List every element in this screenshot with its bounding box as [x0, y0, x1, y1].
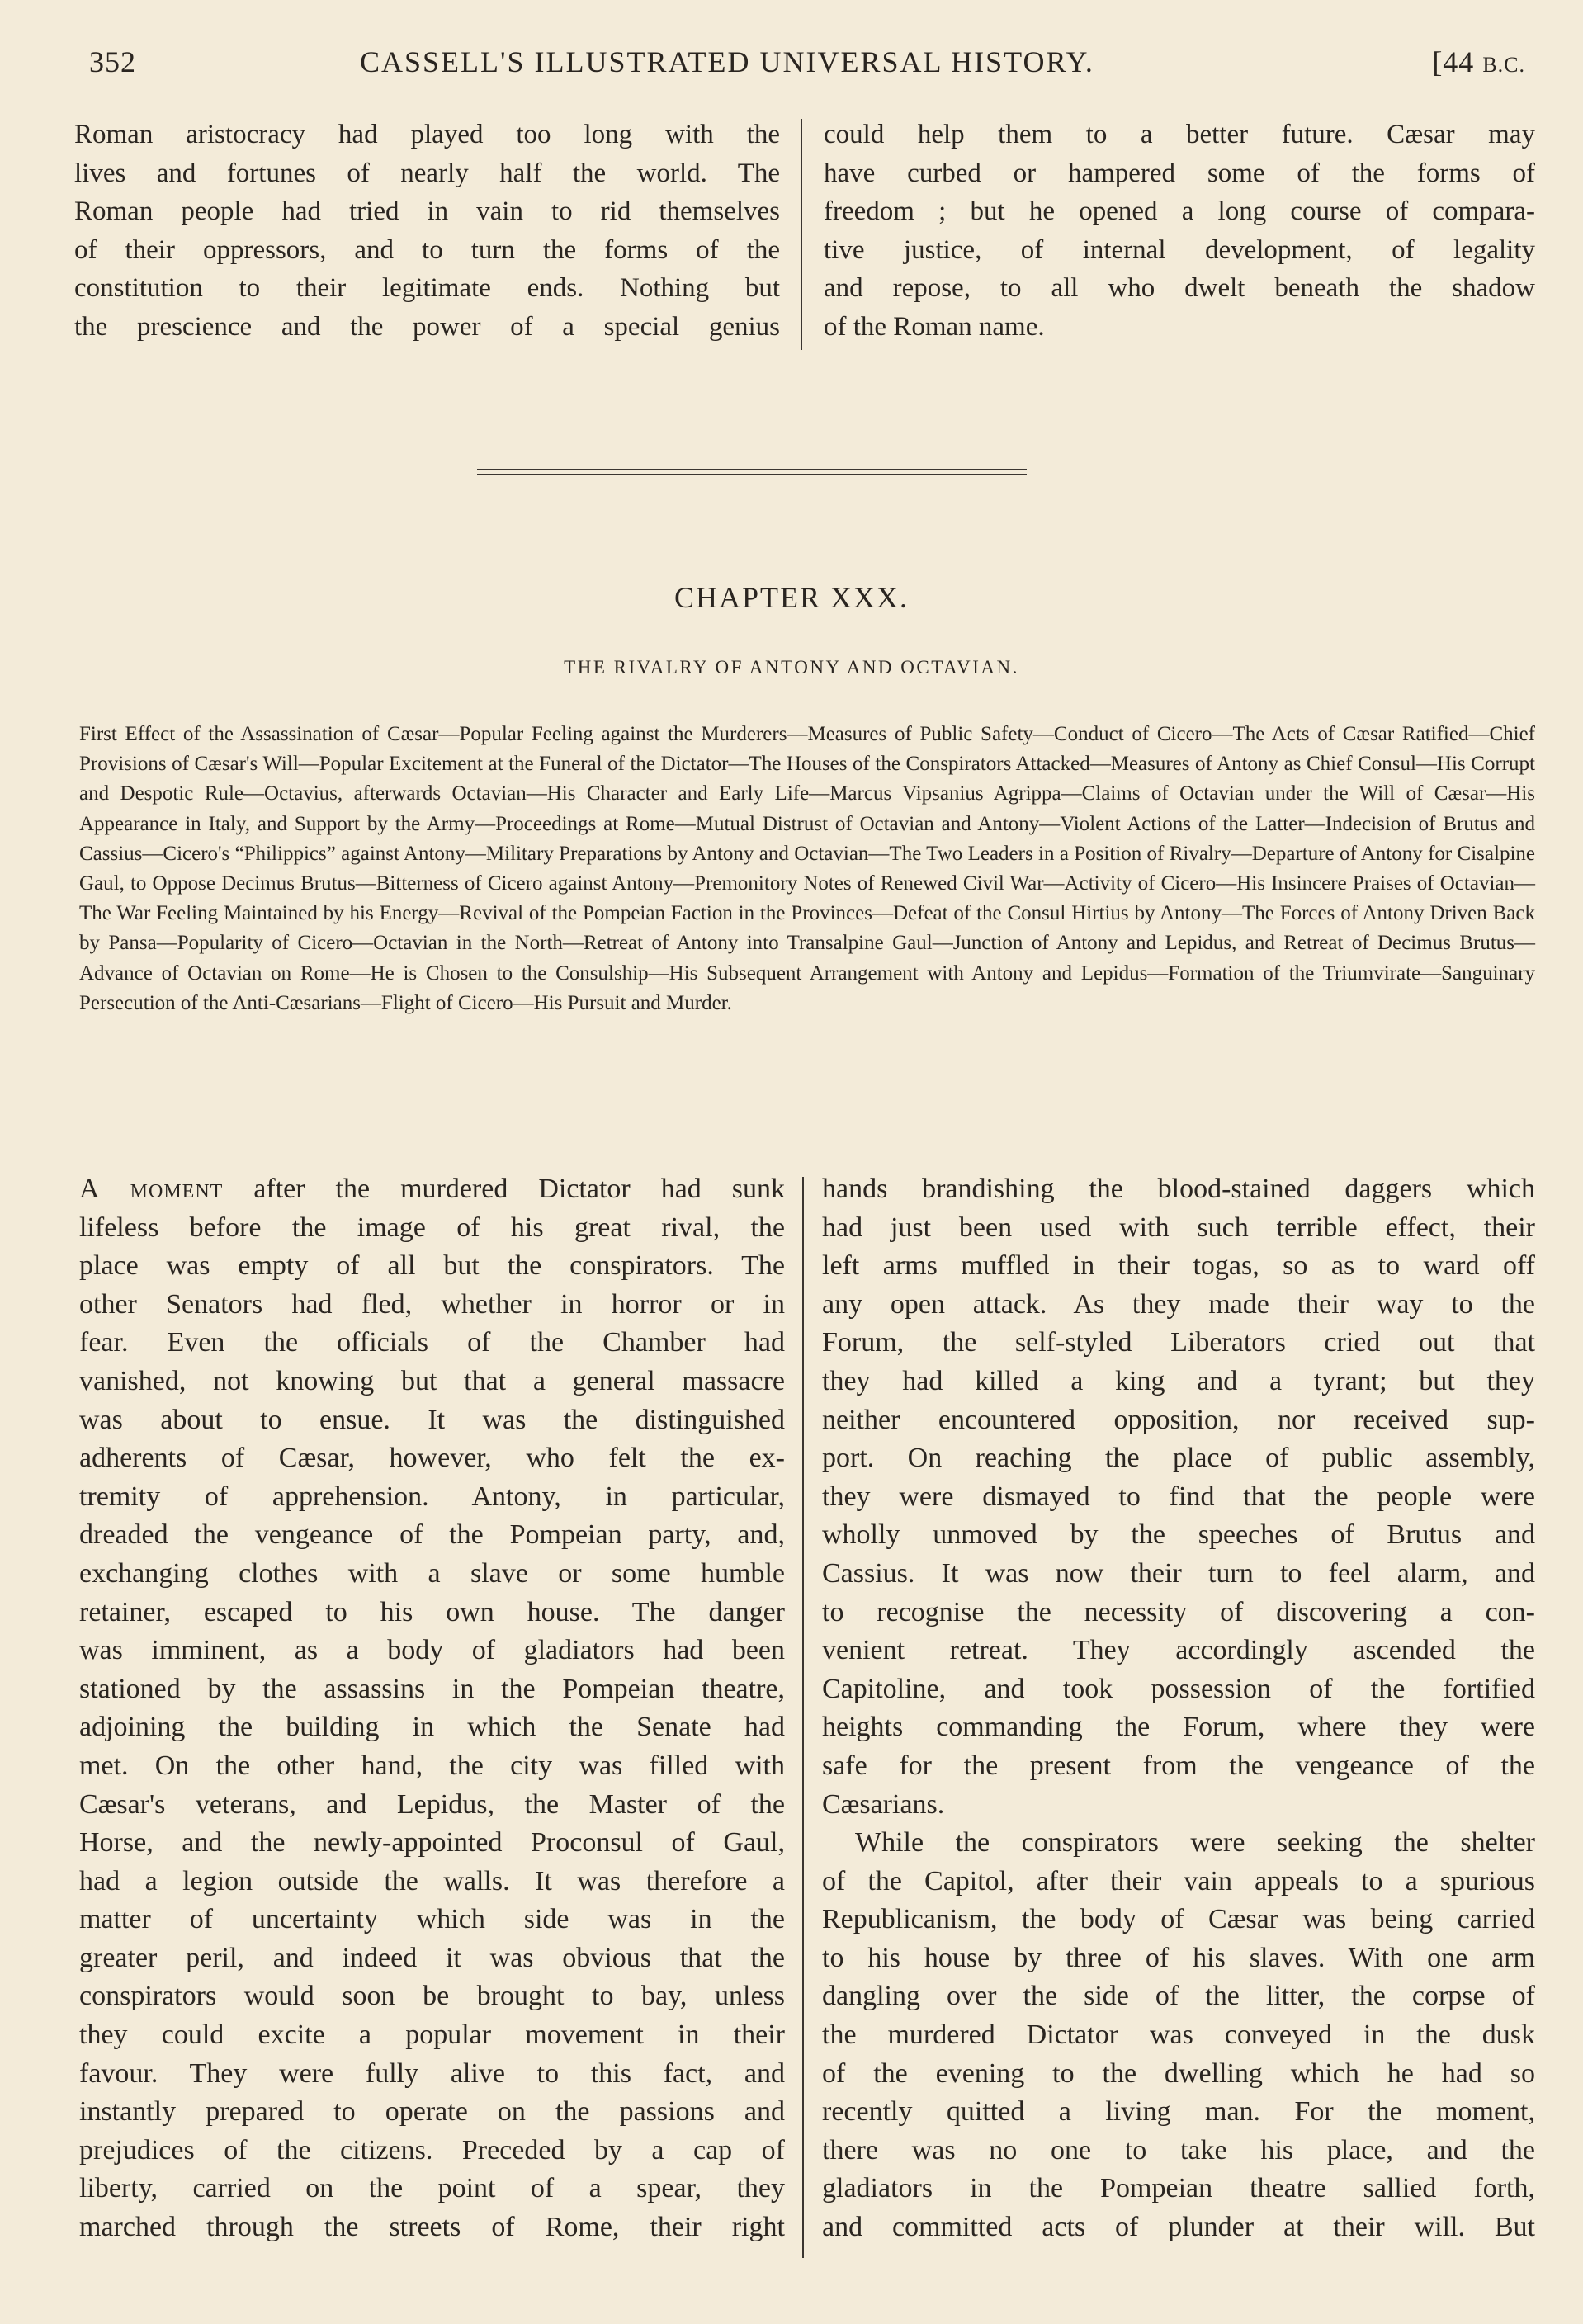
text-line: and repose, to all who dwelt beneath the shadow [824, 273, 1535, 303]
text-line: Horse, and the newly-appointed Proconsul of Gaul, [79, 1827, 785, 1859]
date-era: B.C. [1482, 53, 1525, 77]
chapter-synopsis: First Effect of the Assassination of Cæsar—Popular Feeling against the Murderers—Measures of Public Safety—Conduct of Cicero—The Acts of Cæsar Ratified—Chief Provisions of Cæsar's Will—Popular Excitement at the Funeral of the Dictator—The Houses of the Conspirators Attacked—Measures of Antony as Chief Consul—His Corrupt and Despotic Rule—Octavius, afterwards Octavian—His Character and Early Life—Marcus Vipsanius Agrippa—Claims of Octavian under the Will of Cæsar—His Appearance in Italy, and Support by the Army—Proceedings at Rome—Mutual Distrust of Octavian and Antony—Violent Actions of the Latter—Indecision of Brutus and Cassius—Cicero's “Philippics” against Antony—Military Preparations by Antony and Octavian—The Two Leaders in a Position of Rivalry—Departure of Antony for Cisalpine Gaul, to Oppose Decimus Brutus—Bitterness of Cicero against Antony—Premonitory Notes of Renewed Civil War—Activity of Cicero—His Insincere Praises of Octavian—The War Feeling Maintained by his Energy—Revival of the Pompeian Faction in the Provinces—Defeat of the Consul Hirtius by Antony—The Forces of Antony Driven Back by Pansa—Popularity of Cicero—Octavian in the North—Retreat of Antony into Transalpine Gaul—Junction of Antony and Lepidus, and Retreat of Decimus Brutus—Advance of Octavian on Rome—He is Chosen to the Consulship—His Subsequent Arrangement with Antony and Lepidus—Formation of the Triumvirate—Sanguinary Persecution of the Anti-Cæsarians—Flight of Cicero—His Pursuit and Murder. [79, 723, 1535, 1014]
text-line: gladiators in the Pompeian theatre sallied forth, [822, 2173, 1535, 2204]
text-line: had just been used with such terrible effect, their [822, 1212, 1535, 1243]
text-line: the murdered Dictator was conveyed in the dusk [822, 2019, 1535, 2051]
chapter-separator-rule [477, 469, 1027, 475]
text-line: Republicanism, the body of Cæsar was being carried [822, 1904, 1535, 1935]
text-line: wholly unmoved by the speeches of Brutus and [822, 1519, 1535, 1551]
text-line: tremity of apprehension. Antony, in particular, [79, 1481, 785, 1512]
text-line: instantly prepared to operate on the passions and [79, 2096, 785, 2128]
text-line: marched through the streets of Rome, their right [79, 2212, 785, 2243]
text-line: met. On the other hand, the city was filled with [79, 1750, 785, 1781]
date-marker [1432, 45, 1525, 79]
text-line: lifeless before the image of his great rival, the [79, 1212, 785, 1243]
text-line: freedom ; but he opened a long course of compara- [824, 196, 1535, 226]
text-line: While the conspirators were seeking the shelter [855, 1827, 1535, 1859]
text-line: recently quitted a living man. For the moment, [822, 2096, 1535, 2128]
date-bracket: [44 [1432, 45, 1475, 78]
text-line: have curbed or hampered some of the forms of [824, 158, 1535, 188]
text-line: heights commanding the Forum, where they were [822, 1712, 1535, 1743]
text-line: Cassius. It was now their turn to feel alarm, and [822, 1557, 1535, 1589]
text-line: tive justice, of internal development, of legality [824, 234, 1535, 265]
body-column-right [822, 1170, 1535, 2247]
preceding-column-right [824, 116, 1535, 346]
text-line: hands brandishing the blood-stained daggers which [822, 1174, 1535, 1204]
text-line: and committed acts of plunder at their will. But [822, 2212, 1535, 2243]
text-line: liberty, carried on the point of a spear, they [79, 2173, 785, 2204]
text-line: fear. Even the officials of the Chamber had [79, 1327, 785, 1358]
text-line: Cæsarians. [822, 1788, 945, 1820]
text-line: Cæsar's veterans, and Lepidus, the Master of the [79, 1788, 785, 1820]
text-line: port. On reaching the place of public assembly, [822, 1443, 1535, 1474]
text-line: to his house by three of his slaves. With one arm [822, 1942, 1535, 1973]
text-line: dangling over the side of the litter, the corpse of [822, 1981, 1535, 2012]
text-line: lives and fortunes of nearly half the world. The [74, 158, 780, 188]
preceding-column-left [74, 116, 780, 346]
text-line: adherents of Cæsar, however, who felt the ex- [79, 1443, 785, 1474]
text-line: of the Roman name. [824, 311, 1045, 342]
text-line: Roman aristocracy had played too long with the [74, 120, 780, 149]
chapter-subtitle: THE RIVALRY OF ANTONY AND OCTAVIAN. [564, 657, 1019, 678]
text-line: greater peril, and indeed it was obvious that the [79, 1942, 785, 1973]
page-number: 352 [89, 45, 136, 78]
text-line: prejudices of the citizens. Preceded by a cap of [79, 2134, 785, 2166]
text-line: left arms muffled in their togas, so as to ward off [822, 1250, 1535, 1282]
text-line: had a legion outside the walls. It was therefore a [79, 1865, 785, 1897]
preceding-text [74, 116, 1535, 363]
text-line: of the Capitol, after their vain appeals to a spurious [822, 1865, 1535, 1897]
chapter-title: CHAPTER XXX. [673, 581, 909, 614]
text-line: A moment after the murdered Dictator had sunk [79, 1174, 785, 1204]
text-line: place was empty of all but the conspirators. The [79, 1250, 785, 1282]
text-line: retainer, escaped to his own house. The danger [79, 1596, 785, 1627]
text-line: stationed by the assassins in the Pompeian theatre, [79, 1673, 785, 1704]
text-line: there was no one to take his place, and the [822, 2134, 1535, 2166]
text-line: they could excite a popular movement in their [79, 2019, 785, 2051]
text-line: constitution to their legitimate ends. Nothing but [74, 273, 780, 303]
text-line: exchanging clothes with a slave or some humble [79, 1557, 785, 1589]
column-divider [802, 1177, 804, 2258]
text-line: to recognise the necessity of discovering a con- [822, 1596, 1535, 1627]
text-line: dreaded the vengeance of the Pompeian party, and, [79, 1519, 785, 1551]
text-line: conspirators would soon be brought to bay, unless [79, 1981, 785, 2012]
text-line: Roman people had tried in vain to rid themselves [74, 196, 780, 226]
text-line: favour. They were fully alive to this fact, and [79, 2057, 785, 2089]
text-line: venient retreat. They accordingly ascended the [822, 1635, 1535, 1666]
running-title: CASSELL'S ILLUSTRATED UNIVERSAL HISTORY. [360, 45, 1094, 78]
text-line: any open attack. As they made their way to the [822, 1288, 1535, 1320]
text-line: was about to ensue. It was the distinguished [79, 1404, 785, 1435]
text-line: of the evening to the dwelling which he had so [822, 2057, 1535, 2089]
text-line: Capitoline, and took possession of the fortified [822, 1673, 1535, 1704]
text-line: was imminent, as a body of gladiators had been [79, 1635, 785, 1666]
column-divider [801, 119, 802, 350]
text-line: Forum, the self-styled Liberators cried out that [822, 1327, 1535, 1358]
text-line: they were dismayed to find that the people were [822, 1481, 1535, 1512]
opening-words: A moment [79, 1174, 224, 1204]
text-line: vanished, not knowing but that a general massacre [79, 1365, 785, 1396]
text-line: matter of uncertainty which side was in the [79, 1904, 785, 1935]
text-line: could help them to a better future. Cæsar may [824, 120, 1535, 149]
body-column-left [79, 1170, 785, 2247]
text-line: safe for the present from the vengeance of the [822, 1750, 1535, 1781]
text-line: neither encountered opposition, nor received sup- [822, 1404, 1535, 1435]
running-header [89, 45, 1525, 87]
text-line: adjoining the building in which the Senate had [79, 1712, 785, 1743]
chapter-body [79, 1170, 1535, 2276]
text-line: of their oppressors, and to turn the forms of the [74, 234, 780, 265]
text-line: the prescience and the power of a special genius [74, 311, 780, 342]
text-line: other Senators had fled, whether in horror or in [79, 1288, 785, 1320]
text-line: they had killed a king and a tyrant; but they [822, 1365, 1535, 1396]
